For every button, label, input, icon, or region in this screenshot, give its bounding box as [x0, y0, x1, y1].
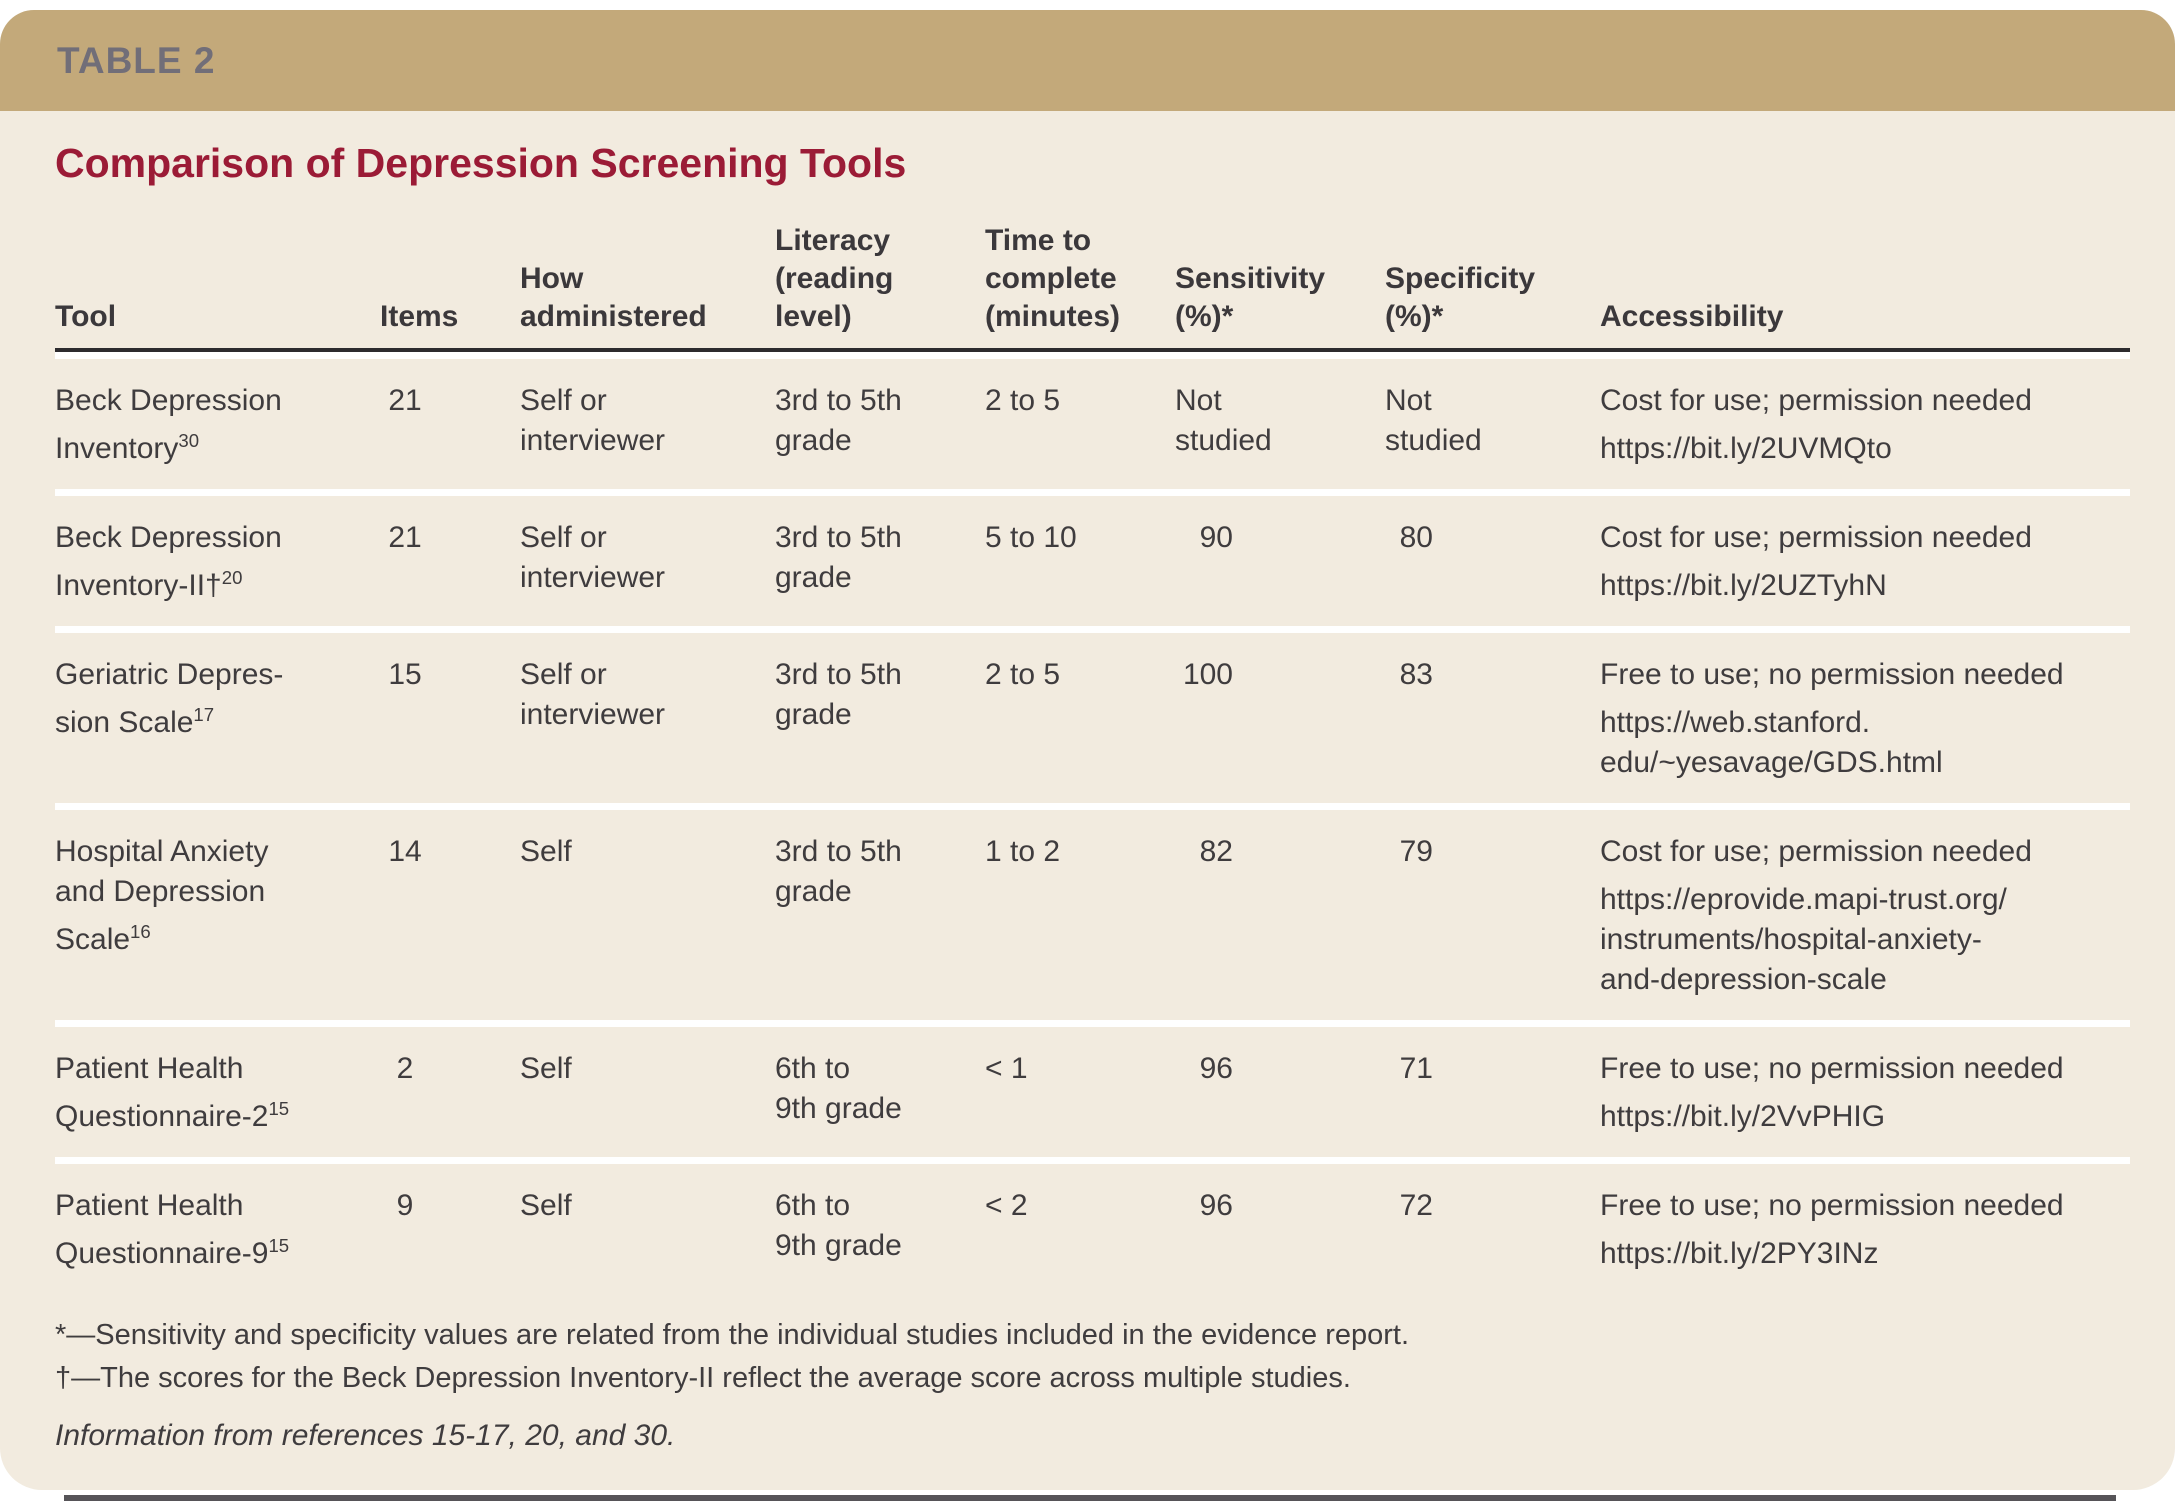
tool-name: Beck Depression Inventory-II†$^{20}$	[55, 521, 282, 602]
table-row	[55, 352, 2130, 489]
accessibility-url[interactable]: https://eprovide.mapi-trust.org/ instruments/hospital-anxiety- and-depression-scale	[1600, 883, 2007, 996]
column-header-specificity: Specificity (%)*	[1385, 262, 1536, 333]
literacy-value: 3rd to 5th grade	[775, 835, 902, 908]
accessibility-cell	[1600, 655, 2130, 783]
sensitivity-value: 100	[1182, 658, 1233, 691]
table-row	[55, 803, 2130, 1020]
table-panel	[0, 111, 2175, 1490]
column-header-tool: Tool	[55, 300, 117, 333]
table-title: Comparison of Depression Screening Tools	[55, 140, 907, 186]
column-header-administered: How administered	[520, 262, 707, 333]
time-value: 2 to 5	[985, 384, 1061, 417]
time-value: < 2	[985, 1189, 1028, 1222]
accessibility-cell	[1600, 832, 2130, 1000]
items-value: 2	[396, 1052, 414, 1085]
accessibility-url[interactable]: https://bit.ly/2VvPHIG	[1600, 1100, 1886, 1133]
time-value: 1 to 2	[985, 835, 1061, 868]
tool-name: Beck Depression Inventory$^{30}$	[55, 384, 282, 465]
accessibility-cell	[1600, 1186, 2130, 1274]
footnote-asterisk: *—Sensitivity and specificity values are related from the individual studies included in the evidence report.	[55, 1319, 1410, 1351]
time-value: 5 to 10	[985, 521, 1077, 554]
literacy-value: 6th to 9th grade	[775, 1052, 902, 1125]
table-row	[55, 626, 2130, 803]
time-value: < 1	[985, 1052, 1028, 1085]
accessibility-url[interactable]: https://web.stanford. edu/~yesavage/GDS.html	[1600, 706, 1943, 779]
specificity-value: 71	[1399, 1052, 1433, 1085]
administered-value: Self or interviewer	[520, 521, 666, 594]
table-row	[55, 489, 2130, 626]
reference-superscript: 15	[268, 1098, 290, 1119]
sensitivity-value: 82	[1199, 835, 1233, 868]
time-value: 2 to 5	[985, 658, 1061, 691]
items-value: 14	[388, 835, 422, 868]
literacy-value: 6th to 9th grade	[775, 1189, 902, 1262]
column-header-accessibility: Accessibility	[1600, 300, 1784, 333]
footnote-source: Information from references 15-17, 20, and 30.	[55, 1419, 676, 1452]
items-value: 21	[388, 521, 422, 554]
accessibility-url[interactable]: https://bit.ly/2UVMQto	[1600, 432, 1892, 465]
administered-value: Self or interviewer	[520, 658, 666, 731]
table-row	[55, 1020, 2130, 1157]
literacy-value: 3rd to 5th grade	[775, 521, 902, 594]
items-value: 15	[388, 658, 422, 691]
accessibility-note: Cost for use; permission needed	[1600, 835, 2032, 868]
table-number-label: TABLE 2	[57, 39, 216, 81]
specificity-value: 83	[1399, 658, 1433, 691]
accessibility-cell	[1600, 381, 2130, 469]
sensitivity-value: Not studied	[1175, 384, 1272, 457]
tool-name: Hospital Anxiety and Depression Scale$^{16}$	[55, 835, 269, 956]
literacy-value: 3rd to 5th grade	[775, 384, 902, 457]
table-number-band	[0, 10, 2175, 111]
accessibility-note: Cost for use; permission needed	[1600, 521, 2032, 554]
literacy-value: 3rd to 5th grade	[775, 658, 902, 731]
sensitivity-value: 96	[1199, 1189, 1233, 1222]
tool-name: Patient Health Questionnaire-$2^{15}$	[55, 1052, 290, 1133]
reference-superscript: 30	[178, 430, 200, 451]
column-header-sensitivity: Sensitivity (%)*	[1175, 262, 1326, 333]
items-value: 21	[388, 384, 422, 417]
reference-superscript: 20	[221, 567, 243, 588]
specificity-value: 80	[1399, 521, 1433, 554]
accessibility-note: Cost for use; permission needed	[1600, 384, 2032, 417]
specificity-value: Not studied	[1385, 384, 1482, 457]
table-row	[55, 1157, 2130, 1294]
accessibility-url[interactable]: https://bit.ly/2UZTyhN	[1600, 569, 1887, 602]
sensitivity-value: 90	[1199, 521, 1233, 554]
accessibility-note: Free to use; no permission needed	[1600, 658, 2064, 691]
accessibility-note: Free to use; no permission needed	[1600, 1052, 2064, 1085]
footnote-dagger: †—The scores for the Beck Depression Inventory-II reflect the average score across multiple studies.	[55, 1362, 1351, 1394]
column-header-items: Items	[380, 300, 459, 333]
items-value: 9	[396, 1189, 414, 1222]
reference-superscript: 15	[268, 1235, 290, 1256]
comparison-table	[55, 187, 2130, 1294]
accessibility-url[interactable]: https://bit.ly/2PY3INz	[1600, 1237, 1879, 1270]
page-edge-divider	[64, 1495, 2116, 1501]
table-header-row	[55, 187, 2130, 352]
accessibility-cell	[1600, 518, 2130, 606]
administered-value: Self	[520, 835, 572, 868]
sensitivity-value: 96	[1199, 1052, 1233, 1085]
column-header-time: Time to complete (minutes)	[985, 224, 1120, 333]
administered-value: Self	[520, 1189, 572, 1222]
tool-name: Patient Health Questionnaire-$9^{15}$	[55, 1189, 290, 1270]
reference-superscript: 16	[130, 921, 151, 942]
administered-value: Self or interviewer	[520, 384, 666, 457]
reference-superscript: 17	[193, 704, 215, 725]
specificity-value: 79	[1399, 835, 1433, 868]
footnotes	[55, 1314, 2075, 1456]
administered-value: Self	[520, 1052, 572, 1085]
column-header-literacy: Literacy (reading level)	[775, 224, 894, 333]
accessibility-note: Free to use; no permission needed	[1600, 1189, 2064, 1222]
specificity-value: 72	[1399, 1189, 1433, 1222]
tool-name: Geriatric Depres- sion Scale$^{17}$	[55, 658, 284, 739]
accessibility-cell	[1600, 1049, 2130, 1137]
